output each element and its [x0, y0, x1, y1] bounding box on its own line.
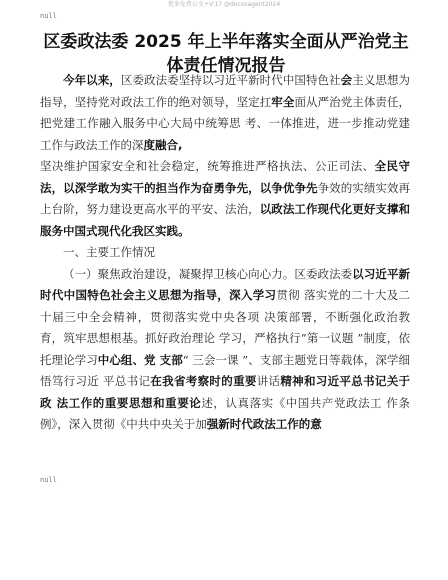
intro-text-3: 面从严治党主体责任，把党建工作融入服务中心大局中统筹思 考、一体推进，进一步推动党建工作与政法工作的深: [40, 94, 411, 152]
paragraph-intro: [40, 70, 410, 156]
sub-text-5: 述，认真落实《中国共产党政法工 作条例》，深入贯彻《中共中央关于加: [40, 395, 410, 431]
header-marker: null: [40, 12, 57, 20]
section-heading: 一、主要工作情况: [63, 245, 155, 259]
subsection-heading: （一）聚焦政治建设，凝聚捍卫核心向心力。: [63, 266, 295, 281]
goals-bold-4: 以政法工作现代化更好支撑和服务中国式现代化我区实践。: [40, 202, 411, 238]
intro-text-2: 主义思想为指导，坚持党对政法工作的绝对领导，坚定扛: [40, 73, 411, 109]
watermark-text: 更多免费公文+V:17 @docsoagent2024: [167, 1, 281, 8]
paragraph-goals: [40, 156, 410, 242]
document-title: 区委政法委 2025 年上半年落实全面从严治党主体责任情况报告: [43, 32, 409, 76]
document-body: [40, 70, 410, 436]
goals-bold-1: 全民守法，: [40, 159, 411, 195]
goals-text-1: 坚决维护国家安全和社会稳定，统筹推进严格执法、公正司法、: [40, 159, 375, 173]
intro-bold-1: 会: [340, 73, 353, 87]
paragraph-political-building: [40, 264, 410, 436]
sub-bold-3: 中心组、党 支部: [97, 352, 183, 367]
sub-text-3: “ 三会一课 ”、支部主题党日等载体，深学细悟笃行习近 平总书记: [40, 352, 410, 388]
intro-bold-2: 牢全: [271, 94, 295, 109]
intro-lead: 今年以来，: [63, 73, 121, 87]
sub-bold-4: 在我省考察时的重要: [150, 374, 257, 388]
intro-bold-3: 度融合,: [143, 137, 183, 152]
sub-text-2: 贯彻 落实党的二十大及二十届三中全会精神，贯彻落实党中央各项 决策部署，不断强化政治教育，筑牢思想根基。抓好政治理论 学习，严格执行“第一议题 ”制度，依托理论学习: [40, 288, 411, 367]
sub-text-1: 区委政法委: [294, 266, 353, 281]
goals-bold-3: 以争优争先: [259, 180, 318, 195]
sub-bold-2: 深入学习: [229, 288, 277, 302]
sub-text-4: 讲话: [256, 374, 281, 388]
goals-bold-2: 以深学敢为实干的担当作为奋勇争先，: [63, 180, 260, 195]
footer-marker: null: [40, 476, 57, 484]
sub-bold-5: 精神和习近平总书记关于政 法工作的重要思想和重要论: [40, 374, 411, 410]
sub-bold-1: 以习近平新时代中国特色社会主义思想为指导，: [40, 266, 411, 302]
intro-text-1: 区委政法委坚持以习近平新时代中国特色社: [120, 73, 341, 87]
goals-text-2: 争效的实绩实效再上台阶，努力建设更高水平的平安、法治，: [40, 180, 411, 216]
sub-bold-6: 强新时代政法工作的意: [206, 417, 322, 431]
